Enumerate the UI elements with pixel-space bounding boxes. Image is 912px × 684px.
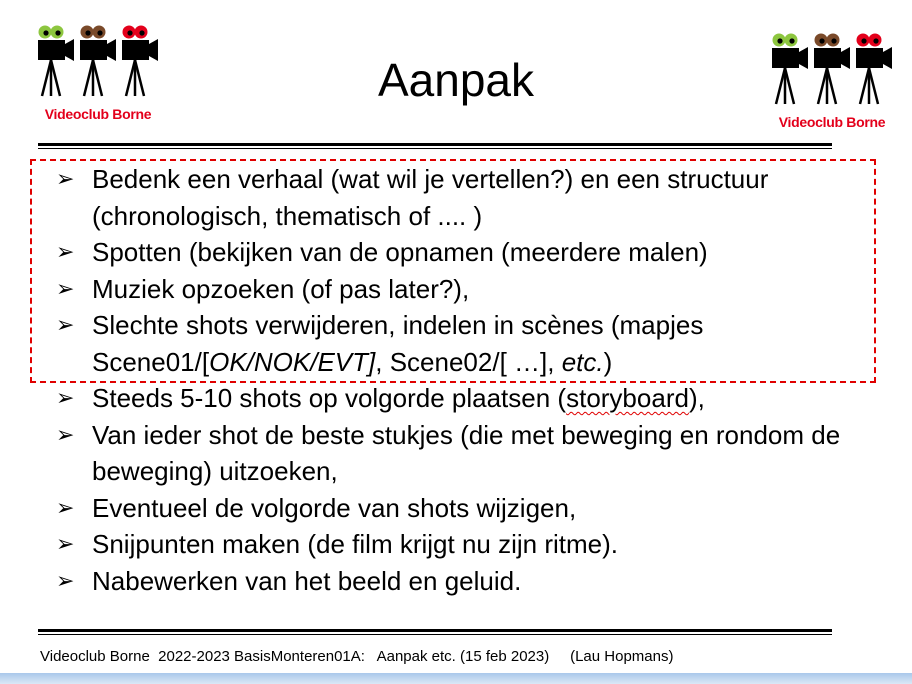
bullet-text: Steeds 5-10 shots op volgorde plaatsen (	[92, 383, 567, 413]
top-divider	[38, 143, 832, 149]
bullet-text: Snijpunten maken (de film krijgt nu zijn ritme).	[92, 529, 618, 559]
bullet-text: , Scene02/[ …],	[375, 346, 562, 377]
bullet-text: Eventueel de volgorde van shots wijzigen,	[92, 492, 577, 523]
bullet-text: Bedenk een verhaal (wat wil je vertellen?) en een structuur (chronologisch, thematisch of .... )	[92, 164, 769, 231]
bullet-text: Muziek opzoeken (of pas later?),	[92, 273, 470, 304]
bullet-list	[52, 161, 852, 599]
arrow-bullet-icon: ➢	[56, 531, 75, 556]
list-item	[52, 307, 852, 380]
list-item	[52, 490, 852, 527]
spellcheck-word: storyboard	[566, 383, 689, 413]
list-item	[52, 380, 852, 417]
arrow-bullet-icon: ➢	[56, 166, 75, 191]
logo-text: Videoclub Borne	[44, 106, 152, 122]
arrow-bullet-icon: ➢	[56, 312, 75, 337]
arrow-bullet-icon: ➢	[56, 421, 75, 447]
arrow-bullet-icon: ➢	[56, 239, 75, 264]
bullet-text-italic: etc.	[561, 346, 604, 377]
arrow-bullet-icon: ➢	[56, 494, 75, 520]
bullet-text: ),	[688, 383, 705, 413]
bullet-text: Slechte shots verwijderen, indelen in scènes (mapjes Scene01/[	[92, 310, 704, 377]
list-item	[52, 271, 852, 308]
arrow-bullet-icon: ➢	[56, 275, 75, 301]
list-item	[52, 234, 852, 271]
window-bottom-bar	[0, 673, 912, 684]
slide-title: Aanpak	[377, 54, 534, 106]
bullet-text-italic: OK/NOK/EVT]	[209, 346, 376, 377]
list-item	[52, 563, 852, 600]
list-item	[52, 161, 852, 234]
bottom-divider	[38, 629, 832, 635]
list-item	[52, 526, 852, 563]
bullet-text: Spotten (bekijken van de opnamen (meerdere malen)	[92, 237, 708, 267]
bullet-text: Nabewerken van het beeld en geluid.	[92, 565, 522, 596]
slide-footer: Videoclub Borne 2022-2023 BasisMonteren01A: Aanpak etc. (15 feb 2023) (Lau Hopmans)	[40, 648, 674, 665]
bullet-text: )	[603, 346, 613, 377]
arrow-bullet-icon: ➢	[56, 567, 75, 593]
list-item	[52, 417, 852, 490]
bullet-text: Van ieder shot de beste stukjes (die met beweging en rondom de beweging) uitzoeken,	[92, 419, 841, 486]
arrow-bullet-icon: ➢	[56, 385, 75, 410]
logo-text: Videoclub Borne	[778, 114, 886, 130]
